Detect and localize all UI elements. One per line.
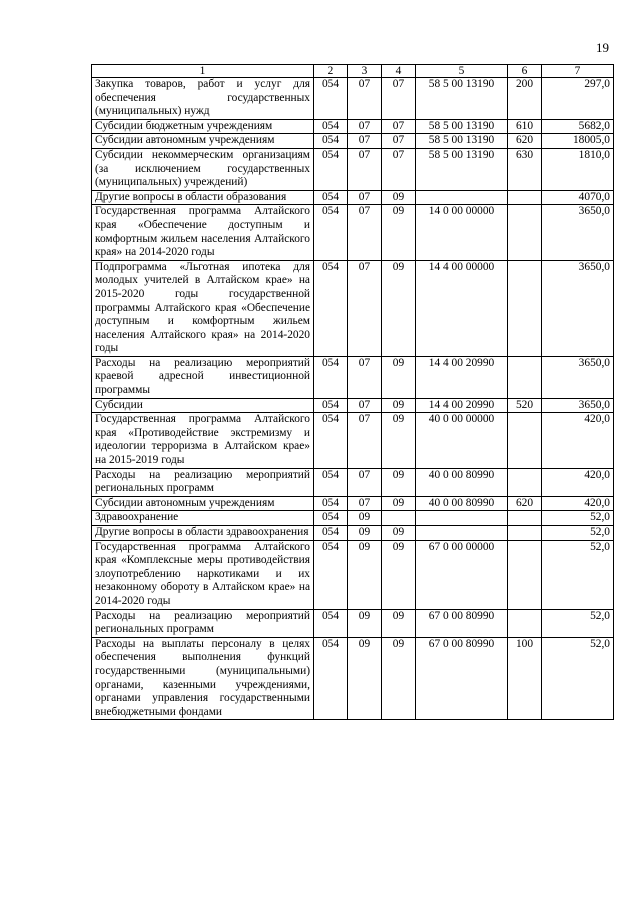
- target-article-cell: [416, 526, 508, 541]
- subsection-code-cell: 07: [382, 148, 416, 190]
- table-row: [92, 134, 614, 149]
- expense-name-cell: Подпрограмма «Льготная ипотека для молодых учителей в Алтайском крае» на 2015-2020 годы государственной программы Алтайского края «Обеспечение доступным и комфортным жильем населения Алтайского края» на 2014-2020 годы: [92, 260, 314, 356]
- amount-cell: 3650,0: [542, 260, 614, 356]
- table-row: [92, 356, 614, 398]
- amount-cell: 4070,0: [542, 190, 614, 205]
- amount-cell: 52,0: [542, 540, 614, 609]
- target-article-cell: 67 0 00 80990: [416, 637, 508, 720]
- column-header-6: 6: [508, 65, 542, 78]
- section-code-cell: 07: [348, 190, 382, 205]
- target-article-cell: 14 4 00 00000: [416, 260, 508, 356]
- target-article-cell: 58 5 00 13190: [416, 119, 508, 134]
- table-row: [92, 526, 614, 541]
- column-header-4: 4: [382, 65, 416, 78]
- ministry-code-cell: 054: [314, 148, 348, 190]
- amount-cell: 420,0: [542, 413, 614, 468]
- table-row: [92, 609, 614, 637]
- expense-name-cell: Другие вопросы в области здравоохранения: [92, 526, 314, 541]
- section-code-cell: 09: [348, 526, 382, 541]
- ministry-code-cell: 054: [314, 413, 348, 468]
- target-article-cell: 40 0 00 80990: [416, 468, 508, 496]
- target-article-cell: 67 0 00 80990: [416, 609, 508, 637]
- expense-type-cell: [508, 205, 542, 260]
- expense-type-cell: 520: [508, 398, 542, 413]
- expense-name-cell: Субсидии автономным учреждениям: [92, 496, 314, 511]
- table-row: [92, 496, 614, 511]
- expense-type-cell: [508, 540, 542, 609]
- expense-name-cell: Субсидии бюджетным учреждениям: [92, 119, 314, 134]
- section-code-cell: 07: [348, 78, 382, 120]
- subsection-code-cell: 09: [382, 260, 416, 356]
- table-row: [92, 260, 614, 356]
- ministry-code-cell: 054: [314, 260, 348, 356]
- table-row: [92, 148, 614, 190]
- section-code-cell: 07: [348, 134, 382, 149]
- section-code-cell: 07: [348, 148, 382, 190]
- expense-type-cell: 610: [508, 119, 542, 134]
- table-row: [92, 511, 614, 526]
- ministry-code-cell: 054: [314, 526, 348, 541]
- table-row: [92, 119, 614, 134]
- column-header-7: 7: [542, 65, 614, 78]
- subsection-code-cell: 07: [382, 119, 416, 134]
- subsection-code-cell: 09: [382, 468, 416, 496]
- amount-cell: 3650,0: [542, 398, 614, 413]
- target-article-cell: 67 0 00 00000: [416, 540, 508, 609]
- ministry-code-cell: 054: [314, 540, 348, 609]
- table-row: [92, 205, 614, 260]
- expense-name-cell: Другие вопросы в области образования: [92, 190, 314, 205]
- section-code-cell: 07: [348, 119, 382, 134]
- ministry-code-cell: 054: [314, 119, 348, 134]
- section-code-cell: 09: [348, 511, 382, 526]
- table-row: [92, 413, 614, 468]
- expense-type-cell: [508, 413, 542, 468]
- ministry-code-cell: 054: [314, 511, 348, 526]
- ministry-code-cell: 054: [314, 134, 348, 149]
- expense-name-cell: Расходы на реализацию мероприятий региональных программ: [92, 609, 314, 637]
- column-header-5: 5: [416, 65, 508, 78]
- amount-cell: 52,0: [542, 609, 614, 637]
- expense-type-cell: [508, 526, 542, 541]
- expense-type-cell: [508, 468, 542, 496]
- table-header-row: [92, 65, 614, 78]
- expense-name-cell: Субсидии автономным учреждениям: [92, 134, 314, 149]
- expense-name-cell: Государственная программа Алтайского края «Комплексные меры противодействия злоупотреблению наркотиками и их незаконному обороту в Алтайском крае» на 2014-2020 годы: [92, 540, 314, 609]
- target-article-cell: 14 4 00 20990: [416, 356, 508, 398]
- table-body: [92, 78, 614, 720]
- expense-type-cell: 630: [508, 148, 542, 190]
- subsection-code-cell: [382, 511, 416, 526]
- expense-type-cell: [508, 511, 542, 526]
- section-code-cell: 09: [348, 540, 382, 609]
- target-article-cell: 58 5 00 13190: [416, 134, 508, 149]
- amount-cell: 52,0: [542, 511, 614, 526]
- table-row: [92, 78, 614, 120]
- expense-name-cell: Закупка товаров, работ и услуг для обеспечения государственных (муниципальных) нужд: [92, 78, 314, 120]
- subsection-code-cell: 09: [382, 540, 416, 609]
- amount-cell: 420,0: [542, 496, 614, 511]
- amount-cell: 420,0: [542, 468, 614, 496]
- expense-name-cell: Субсидии: [92, 398, 314, 413]
- subsection-code-cell: 09: [382, 526, 416, 541]
- target-article-cell: 58 5 00 13190: [416, 148, 508, 190]
- target-article-cell: 40 0 00 00000: [416, 413, 508, 468]
- target-article-cell: 14 0 00 00000: [416, 205, 508, 260]
- expense-name-cell: Государственная программа Алтайского края «Противодействие экстремизму и идеологии терроризма в Алтайском крае» на 2015-2019 годы: [92, 413, 314, 468]
- column-header-2: 2: [314, 65, 348, 78]
- amount-cell: 3650,0: [542, 205, 614, 260]
- table-row: [92, 468, 614, 496]
- ministry-code-cell: 054: [314, 468, 348, 496]
- section-code-cell: 07: [348, 413, 382, 468]
- expense-type-cell: [508, 190, 542, 205]
- expense-name-cell: Расходы на реализацию мероприятий краевой адресной инвестиционной программы: [92, 356, 314, 398]
- section-code-cell: 07: [348, 356, 382, 398]
- amount-cell: 18005,0: [542, 134, 614, 149]
- expense-type-cell: 620: [508, 134, 542, 149]
- expense-type-cell: [508, 260, 542, 356]
- ministry-code-cell: 054: [314, 356, 348, 398]
- expense-type-cell: [508, 609, 542, 637]
- table-row: [92, 540, 614, 609]
- subsection-code-cell: 09: [382, 190, 416, 205]
- expense-name-cell: Расходы на выплаты персоналу в целях обеспечения выполнения функций государственными (муниципальными) органами, казенными учреждениями, органами управления государственными внебюджетными фондами: [92, 637, 314, 720]
- target-article-cell: 14 4 00 20990: [416, 398, 508, 413]
- target-article-cell: [416, 511, 508, 526]
- target-article-cell: 58 5 00 13190: [416, 78, 508, 120]
- section-code-cell: 07: [348, 205, 382, 260]
- ministry-code-cell: 054: [314, 496, 348, 511]
- ministry-code-cell: 054: [314, 205, 348, 260]
- expense-name-cell: Государственная программа Алтайского края «Обеспечение доступным и комфортным жильем населения Алтайского края» на 2014-2020 годы: [92, 205, 314, 260]
- subsection-code-cell: 09: [382, 356, 416, 398]
- section-code-cell: 07: [348, 260, 382, 356]
- expense-type-cell: 620: [508, 496, 542, 511]
- ministry-code-cell: 054: [314, 637, 348, 720]
- ministry-code-cell: 054: [314, 609, 348, 637]
- table-row: [92, 637, 614, 720]
- expense-name-cell: Субсидии некоммерческим организациям (за исключением государственных (муниципальных) учреждений): [92, 148, 314, 190]
- column-header-3: 3: [348, 65, 382, 78]
- section-code-cell: 09: [348, 637, 382, 720]
- subsection-code-cell: 09: [382, 637, 416, 720]
- ministry-code-cell: 054: [314, 398, 348, 413]
- expense-name-cell: Расходы на реализацию мероприятий региональных программ: [92, 468, 314, 496]
- amount-cell: 297,0: [542, 78, 614, 120]
- amount-cell: 1810,0: [542, 148, 614, 190]
- target-article-cell: 40 0 00 80990: [416, 496, 508, 511]
- budget-table: [91, 64, 614, 720]
- subsection-code-cell: 09: [382, 413, 416, 468]
- expense-type-cell: [508, 356, 542, 398]
- subsection-code-cell: 09: [382, 398, 416, 413]
- amount-cell: 5682,0: [542, 119, 614, 134]
- target-article-cell: [416, 190, 508, 205]
- ministry-code-cell: 054: [314, 190, 348, 205]
- expense-name-cell: Здравоохранение: [92, 511, 314, 526]
- section-code-cell: 07: [348, 496, 382, 511]
- amount-cell: 3650,0: [542, 356, 614, 398]
- expense-type-cell: 100: [508, 637, 542, 720]
- page-number: 19: [596, 40, 609, 55]
- table-row: [92, 190, 614, 205]
- section-code-cell: 07: [348, 398, 382, 413]
- subsection-code-cell: 07: [382, 134, 416, 149]
- amount-cell: 52,0: [542, 526, 614, 541]
- subsection-code-cell: 09: [382, 609, 416, 637]
- ministry-code-cell: 054: [314, 78, 348, 120]
- section-code-cell: 09: [348, 609, 382, 637]
- expense-type-cell: 200: [508, 78, 542, 120]
- subsection-code-cell: 07: [382, 78, 416, 120]
- subsection-code-cell: 09: [382, 205, 416, 260]
- amount-cell: 52,0: [542, 637, 614, 720]
- column-header-1: 1: [92, 65, 314, 78]
- table-row: [92, 398, 614, 413]
- section-code-cell: 07: [348, 468, 382, 496]
- subsection-code-cell: 09: [382, 496, 416, 511]
